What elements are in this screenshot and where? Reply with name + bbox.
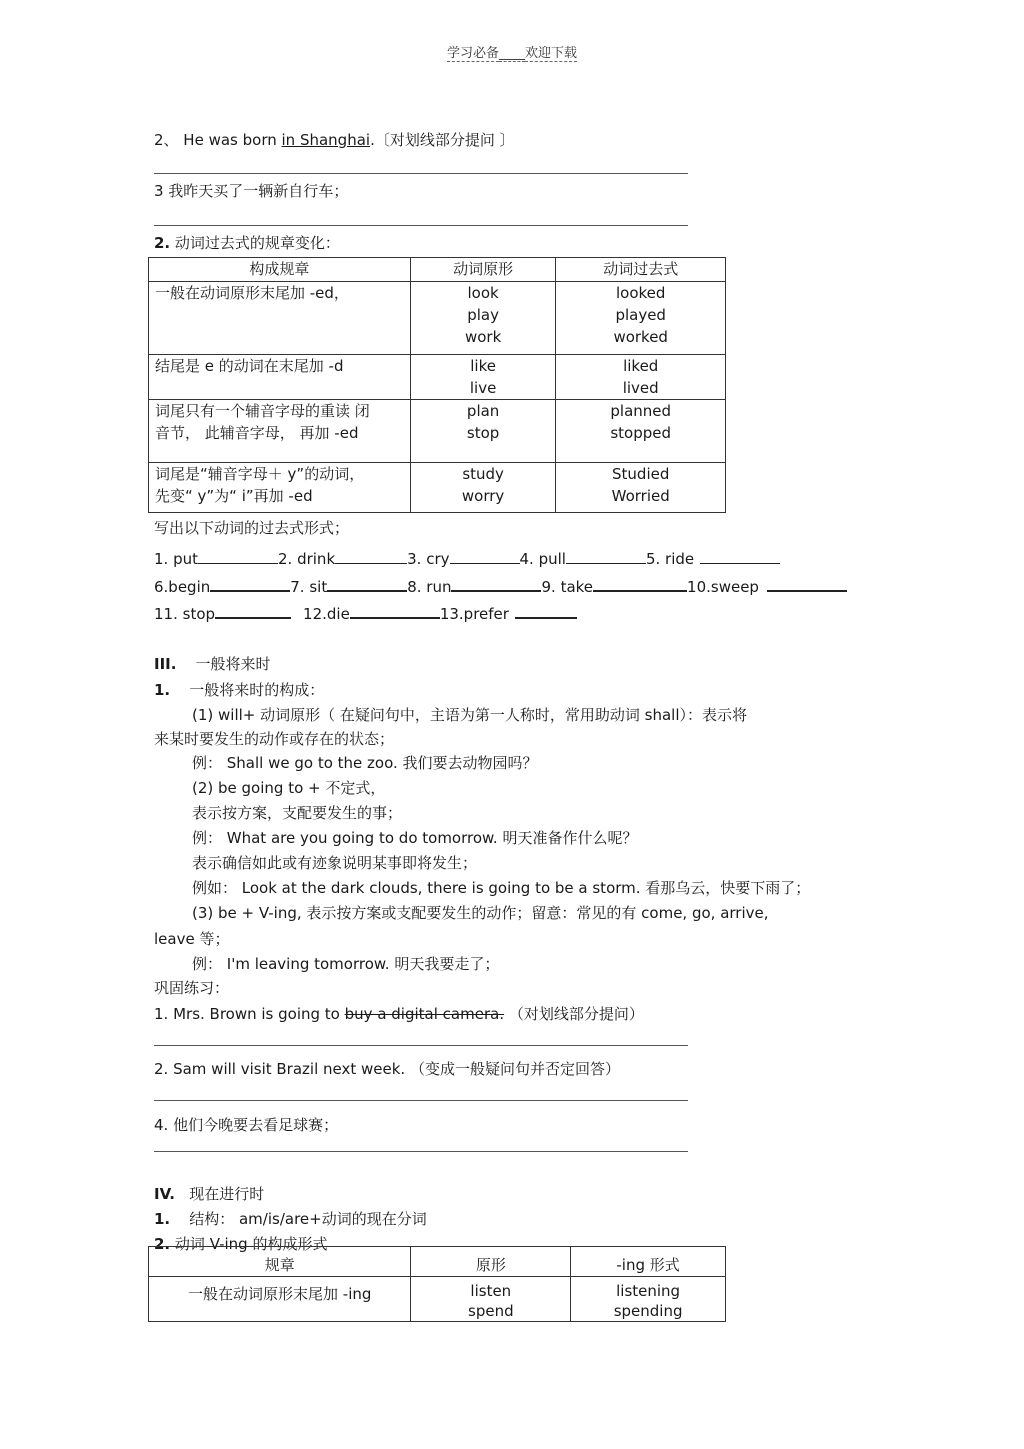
exercise-row (154, 548, 780, 569)
base-verb: listen (470, 1282, 512, 1300)
future-going-to: (2) be going to + 不定式， (192, 779, 386, 797)
rule-text: 词尾只有一个辅音字母的重读 闭 (155, 402, 370, 420)
rule-cell (149, 400, 411, 463)
blank (450, 548, 520, 564)
blank (451, 575, 541, 592)
base-cell (410, 463, 556, 513)
past-verb: Worried (611, 487, 670, 505)
section-number: IV. (154, 1185, 175, 1203)
rule-text: 结尾是 e 的动词在末尾加 -d (155, 357, 344, 375)
rule-text: 音节， 此辅音字母， 再加 -ed (155, 424, 359, 442)
blank (335, 548, 407, 564)
exercise-item: 2. drink (278, 550, 336, 568)
exercise-item: 9. take (541, 578, 594, 596)
base-verb: look (467, 284, 499, 302)
exercise-item: 1. put (154, 550, 198, 568)
answer-line (154, 173, 688, 174)
blank (515, 602, 577, 619)
exercise-item: 8. run (407, 578, 452, 596)
exercise-item: 12.die (303, 605, 350, 623)
rule-cell: 一般在动词原形末尾加 -ing (149, 1277, 411, 1322)
section-number: III. (154, 655, 177, 673)
future-will-b: 来某时要发生的动作或存在的状态； (154, 730, 395, 748)
exercise-item: 5. ride (645, 550, 695, 568)
table-header: 动词原形 (410, 258, 556, 282)
blank (593, 575, 687, 592)
practice-title: 巩固练习： (154, 979, 230, 997)
header-separator: ____ (499, 46, 525, 61)
table-row (149, 463, 726, 513)
past-verb: stopped (610, 424, 672, 442)
structure-text: 结构： am/is/are+动词的现在分词 (189, 1210, 427, 1228)
exercise-item: 10.sweep (687, 578, 759, 596)
blank (566, 548, 646, 564)
rule-cell (149, 282, 411, 355)
exercise-item: 3. cry (407, 550, 450, 568)
past-rules-num: 2. (154, 234, 171, 252)
exercise-row (154, 575, 847, 597)
base-cell (410, 282, 556, 355)
rule-text: 词尾是“辅音字母＋ y”的动词， (155, 465, 365, 483)
practice-q1-struck: buy a digital camera. (344, 1005, 505, 1023)
past-verb: lived (622, 379, 659, 397)
future-example-4: 例： I'm leaving tomorrow. 明天我要走了； (192, 955, 500, 973)
base-verb: plan (466, 402, 500, 420)
future-going-to-use: 表示按方案，支配要发生的事； (192, 804, 403, 822)
exercise-row (154, 602, 577, 624)
table-header-row (149, 258, 726, 282)
question-born-underlined: in Shanghai (281, 131, 371, 149)
base-verb: like (470, 357, 496, 375)
rule-text: 一般在动词原形末尾加 -ed， (155, 284, 349, 302)
blank (210, 575, 290, 592)
past-verb: planned (610, 402, 672, 420)
ing-verb: spending (613, 1302, 683, 1320)
past-verb: worked (613, 328, 668, 346)
question-born-prefix: 2、 He was born (154, 131, 282, 149)
past-verb: played (615, 306, 666, 324)
question-born (154, 130, 515, 150)
table-row (149, 400, 726, 463)
exercise-item: 7. sit (290, 578, 328, 596)
header-left: 学习必备 (446, 46, 499, 61)
table-header: -ing 形式 (571, 1247, 726, 1277)
rule-text: 先变“ y”为“ i”再加 -ed (155, 487, 313, 505)
blank (767, 575, 847, 592)
future-ving-a: (3) be + V-ing, 表示按方案或支配要发生的动作；留意：常见的有 come, go, arrive, (192, 904, 769, 922)
future-section-title (154, 654, 271, 674)
past-rules-table (148, 257, 726, 513)
past-cell (556, 463, 726, 513)
base-cell (411, 1277, 571, 1322)
progressive-structure (154, 1209, 427, 1229)
blank (215, 602, 291, 619)
exercise-item: 13.prefer (439, 605, 509, 623)
future-example-2: 例： What are you going to do tomorrow. 明天准备作什么呢？ (192, 829, 638, 847)
table-row (149, 355, 726, 400)
ing-cell (571, 1277, 726, 1322)
blank (350, 602, 440, 619)
rule-cell (149, 463, 411, 513)
past-cell (556, 400, 726, 463)
past-cell (556, 282, 726, 355)
past-verb: Studied (612, 465, 670, 483)
base-verb: spend (468, 1302, 514, 1320)
exercise-instruction: 写出以下动词的过去式形式； (154, 519, 350, 537)
answer-line (154, 1100, 688, 1101)
table-header: 规章 (149, 1247, 411, 1277)
rule-cell (149, 355, 411, 400)
blank (198, 548, 278, 564)
base-cell (410, 355, 556, 400)
future-ving-b: leave 等； (154, 930, 230, 948)
base-cell (410, 400, 556, 463)
base-verb: play (467, 306, 499, 324)
practice-question-4: 4. 他们今晚要去看足球赛； (154, 1116, 339, 1134)
table-row (149, 1277, 726, 1322)
future-example-1: 例： Shall we go to the zoo. 我们要去动物园吗？ (192, 754, 538, 772)
table-header: 构成规章 (149, 258, 411, 282)
base-verb: stop (466, 424, 500, 442)
exercise-item: 11. stop (154, 605, 216, 623)
question-bike: 3 我昨天买了一辆新自行车； (154, 182, 349, 200)
base-verb: study (462, 465, 504, 483)
exercise-item: 4. pull (519, 550, 566, 568)
table-header: 动词过去式 (556, 258, 726, 282)
exercise-item: 6.begin (154, 578, 211, 596)
answer-line (154, 1045, 688, 1046)
section-title: 现在进行时 (189, 1185, 265, 1203)
ing-verb: listening (616, 1282, 681, 1300)
past-verb: looked (615, 284, 666, 302)
answer-line (154, 225, 688, 226)
sub-title: 一般将来时的构成： (189, 681, 325, 699)
question-born-suffix: .〔对划线部分提问 〕 (370, 131, 515, 149)
future-will-a: (1) will+ 动词原形（ 在疑问句中，主语为第一人称时，常用助动词 shall）：表示将 (192, 706, 748, 724)
sub-number: 2. (154, 1235, 171, 1253)
answer-line (154, 1151, 688, 1152)
past-verb: liked (623, 357, 659, 375)
page-header (0, 44, 1024, 64)
section-title: 一般将来时 (195, 655, 271, 673)
practice-q1-prefix: 1. Mrs. Brown is going to (154, 1005, 345, 1023)
blank (327, 575, 407, 592)
table-header-row (149, 1247, 726, 1277)
table-header: 原形 (411, 1247, 571, 1277)
progressive-section-title (154, 1184, 264, 1204)
future-subtitle (154, 680, 324, 700)
past-cell (556, 355, 726, 400)
base-verb: work (464, 328, 502, 346)
blank (700, 548, 780, 564)
past-rules-title-text: 动词过去式的规章变化： (174, 234, 340, 252)
practice-question-1 (154, 1004, 644, 1024)
header-right: 欢迎下载 (525, 46, 578, 61)
sub-number: 1. (154, 681, 171, 699)
ving-table (148, 1246, 726, 1322)
table-row (149, 282, 726, 355)
future-example-3: 例如： Look at the dark clouds, there is going to be a storm. 看那乌云，快要下雨了； (192, 879, 811, 897)
base-verb: worry (461, 487, 505, 505)
sub-number: 1. (154, 1210, 171, 1228)
future-going-to-use-2: 表示确信如此或有迹象说明某事即将发生； (192, 854, 478, 872)
base-verb: live (469, 379, 497, 397)
practice-q1-suffix: （对划线部分提问） (504, 1005, 644, 1023)
ving-title-text: 动词 V-ing 的构成形式 (174, 1235, 328, 1253)
past-rules-title (154, 233, 340, 253)
practice-question-2: 2. Sam will visit Brazil next week. （变成一般疑问句并否定回答） (154, 1060, 620, 1078)
